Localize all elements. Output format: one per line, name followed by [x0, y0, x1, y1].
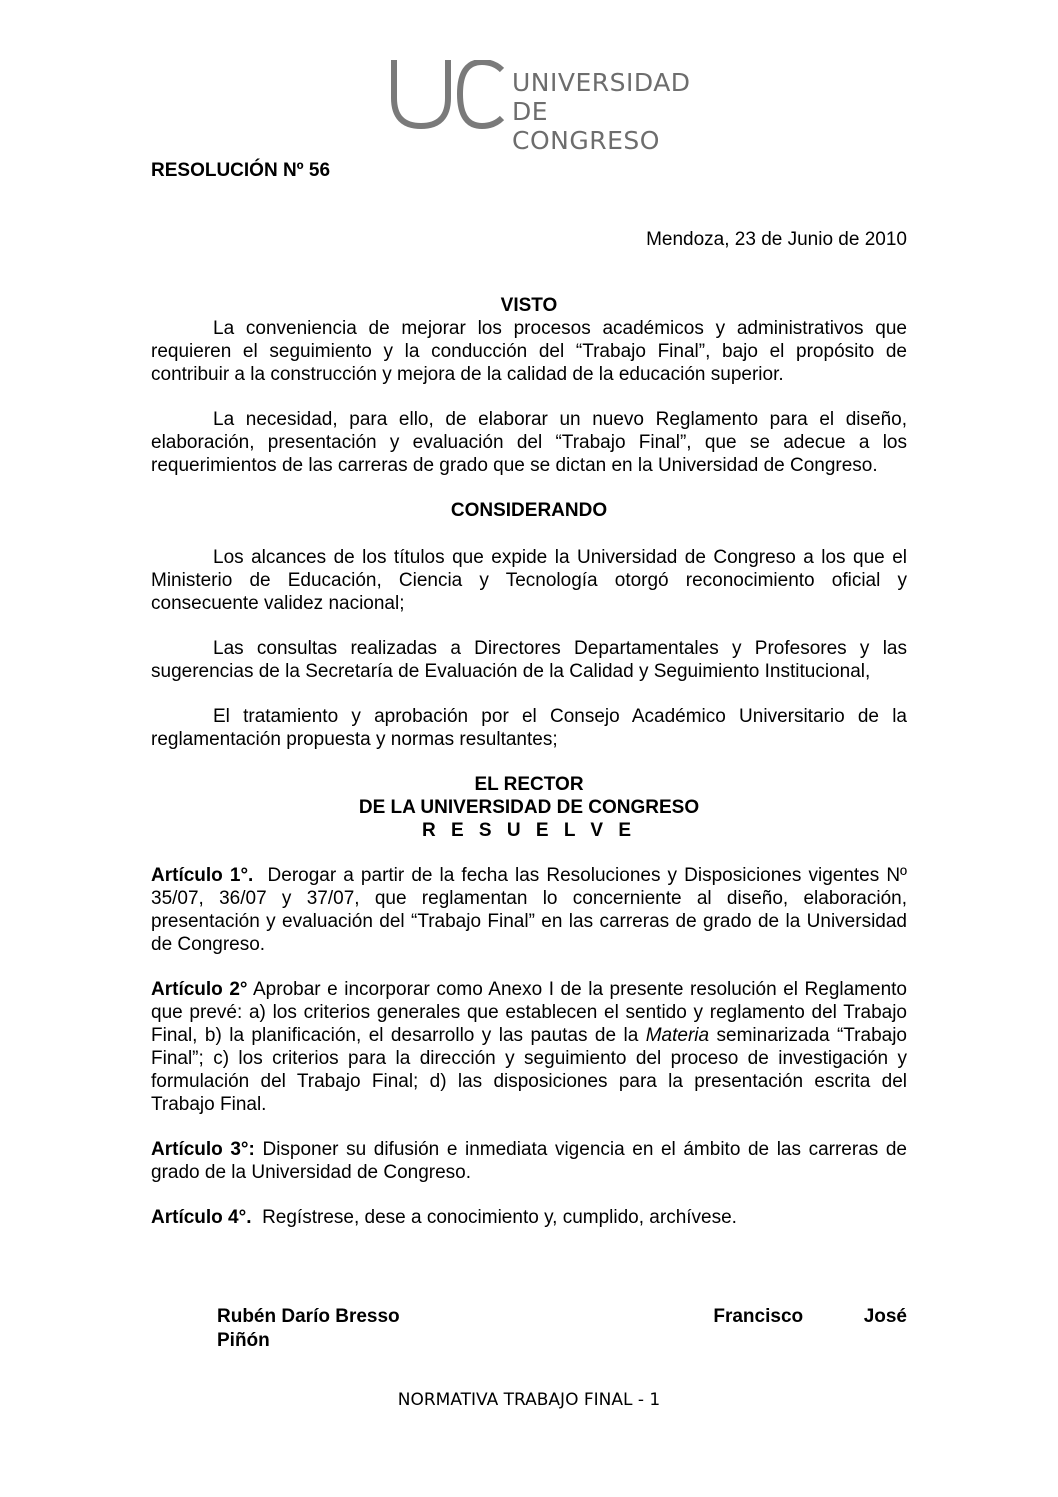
article-3 — [151, 1138, 907, 1184]
page-footer: NORMATIVA TRABAJO FINAL - 1 — [397, 1390, 661, 1410]
considerando-paragraph-1: Los alcances de los títulos que expide la Universidad de Congreso a los que el Ministerio de Educación, Ciencia y Tecnología otorgó reconocimiento oficial y consecuente validez nacional; — [151, 547, 907, 614]
article-2-label: Artículo 2° — [151, 979, 248, 1000]
signature-right — [713, 1305, 907, 1329]
visto-paragraph-2: La necesidad, para ello, de elaborar un nuevo Reglamento para el diseño, elaboración, presentación y evaluación del “Trabajo Final”, que se adecue a los requerimientos de las carreras de grado que se dictan en la Universidad de Congreso. — [151, 409, 907, 476]
signature-right-second: José — [863, 1306, 907, 1327]
article-4-text: Regístrese, dese a conocimiento y, cumplido, archívese. — [262, 1207, 737, 1228]
logo-line-2: DE CONGRESO — [512, 97, 660, 155]
considerando-paragraph-3: El tratamiento y aprobación por el Consejo Académico Universitario de la reglamentación propuesta y normas resultantes; — [151, 706, 907, 750]
article-3-text: Disponer su difusión e inmediata vigencia en el ámbito de las carreras de grado de la Universidad de Congreso. — [151, 1139, 907, 1183]
article-4 — [151, 1206, 907, 1229]
article-1-text: Derogar a partir de la fecha las Resoluciones y Disposiciones vigentes Nº 35/07, 36/07 y 37/07, que reglamentan lo concerniente al diseño, elaboración, presentación y evaluación del “Trabajo Final” en las carreras de grado de la Universidad de Congreso. — [151, 865, 907, 955]
rector-heading-2: DE LA UNIVERSIDAD DE CONGRESO — [358, 797, 700, 818]
signature-row — [217, 1305, 907, 1329]
university-logo — [390, 60, 691, 155]
document-body — [151, 294, 907, 1229]
uc-logo-mark — [390, 60, 510, 132]
signature-left: Rubén Darío Bresso — [217, 1306, 400, 1327]
visto-heading: VISTO — [500, 295, 558, 316]
signature-right-first: Francisco — [713, 1306, 804, 1327]
signature-second-line: Piñón — [217, 1330, 270, 1351]
logo-line-1: UNIVERSIDAD — [512, 68, 691, 97]
article-2-italic: Materia — [645, 1025, 710, 1046]
article-4-label: Artículo 4°. — [151, 1207, 252, 1228]
resolution-number: RESOLUCIÓN Nº 56 — [151, 160, 331, 181]
resuelve-heading: R E S U E L V E — [421, 820, 637, 841]
article-1-label: Artículo 1°. — [151, 865, 254, 886]
signature-block — [217, 1305, 907, 1353]
article-2 — [151, 978, 907, 1116]
considerando-heading: CONSIDERANDO — [450, 500, 608, 521]
article-2-text-b: seminarizada “Trabajo Final”; c) los criterios para la dirección y seguimiento del proceso de investigación y formulación del Trabajo Final; d) las disposiciones para la presentación escrita del Trabajo Final. — [151, 1025, 907, 1115]
logo-wordmark — [512, 68, 691, 155]
article-2-text-a: Aprobar e incorporar como Anexo I de la presente resolución el Reglamento que prevé: a) los criterios generales que establecen el sentido y reglamento del Trabajo Final, b) la planificación, el desarrollo y las pautas de la — [151, 979, 907, 1046]
rector-heading-1: EL RECTOR — [474, 774, 584, 795]
article-1 — [151, 864, 907, 956]
visto-paragraph-1: La conveniencia de mejorar los procesos académicos y administrativos que requieren el seguimiento y la conducción del “Trabajo Final”, bajo el propósito de contribuir a la construcción y mejora de la calidad de la educación superior. — [151, 318, 907, 385]
considerando-paragraph-2: Las consultas realizadas a Directores Departamentales y Profesores y las sugerencias de la Secretaría de Evaluación de la Calidad y Seguimiento Institucional, — [151, 638, 907, 682]
article-3-label: Artículo 3°: — [151, 1139, 255, 1160]
place-date: Mendoza, 23 de Junio de 2010 — [646, 229, 907, 250]
